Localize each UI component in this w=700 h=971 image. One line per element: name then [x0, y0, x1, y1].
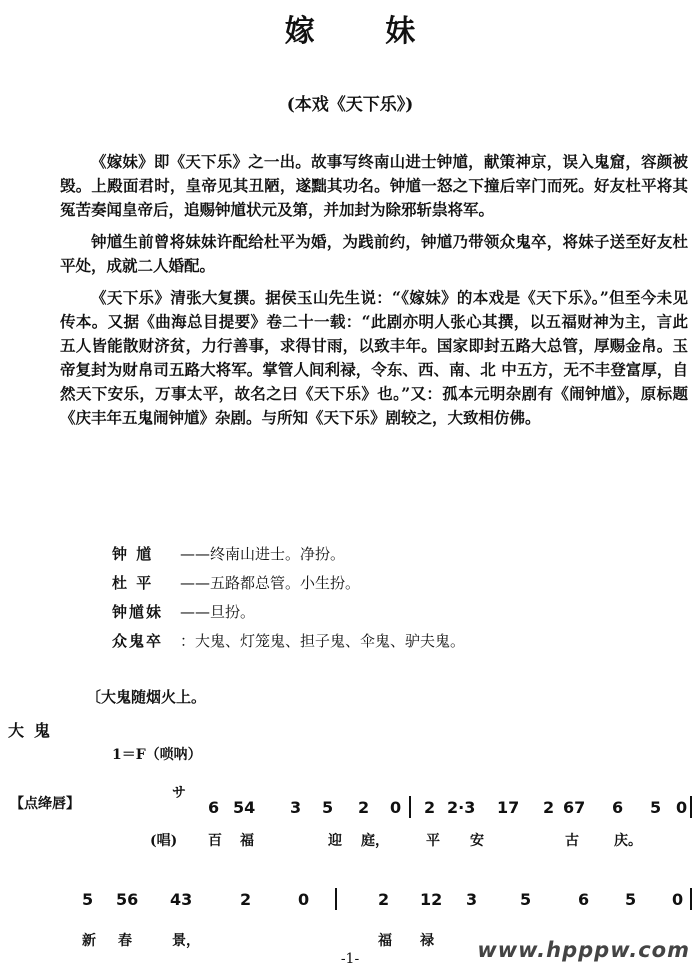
score-note: 3: [466, 890, 478, 909]
barline: [690, 888, 692, 910]
lyric-char: (唱): [150, 833, 178, 849]
score-note: 2: [543, 798, 555, 817]
cast-role: 钟馗妹: [112, 603, 164, 621]
key-signature: 1＝F（唢呐）: [112, 747, 202, 763]
score-note: 5: [625, 890, 637, 909]
cast-desc: ——旦扮。: [180, 603, 256, 621]
score-note: 17: [497, 798, 520, 817]
score-note: 56: [116, 890, 139, 909]
barline: [335, 888, 337, 910]
score-note: 5: [650, 798, 662, 817]
score-note: 43: [170, 890, 193, 909]
intro-section: [60, 150, 688, 438]
cast-desc: ：大鬼、灯笼鬼、担子鬼、伞鬼、驴夫鬼。: [180, 632, 466, 650]
tempo-mark: サ: [172, 785, 186, 801]
lyric-char: 安: [470, 833, 484, 849]
paragraph: 《嫁妹》即《天下乐》之一出。故事写终南山进士钟馗，献策神京，误入鬼窟，容颜被毁。上殿面君时，皇帝见其丑陋，遂黜其功名。钟馗一怒之下撞后宰门而死。好友杜平将其冤苦奏闻皇帝后，追赐钟馗状元及第，并加封为除邪斩祟将军。: [60, 152, 688, 219]
score-note: 67: [563, 798, 586, 817]
page-title: 嫁 妹: [284, 14, 446, 49]
score-note: 0: [390, 798, 402, 817]
barline: [690, 796, 692, 818]
score-note: 6: [208, 798, 220, 817]
speaker-label: 大鬼: [8, 721, 61, 740]
cast-row: [112, 598, 465, 627]
cast-role: 众鬼卒: [112, 632, 164, 650]
score-note: 3: [290, 798, 302, 817]
lyric-char: 庆。: [614, 833, 642, 849]
cast-row: [112, 569, 465, 598]
cast-row: [112, 540, 465, 569]
score-note: 0: [298, 890, 310, 909]
cast-list: [112, 540, 465, 656]
lyric-char: 福: [378, 933, 392, 949]
page-number: -1-: [340, 951, 360, 967]
lyric-char: 新: [82, 933, 96, 949]
cast-role: 杜 平: [112, 574, 154, 592]
score-note: 2: [378, 890, 390, 909]
stage-direction: 〔大鬼随烟火上。: [86, 688, 207, 706]
score-note: 5: [82, 890, 94, 909]
score-note: 5: [322, 798, 334, 817]
score-note: 0: [672, 890, 684, 909]
lyric-char: 禄: [420, 933, 434, 949]
score-note: 12: [420, 890, 443, 909]
score-note: 0: [676, 798, 688, 817]
score-note: 5: [520, 890, 532, 909]
lyric-char: 福: [240, 833, 254, 849]
watermark: www.hpppw.com: [477, 938, 690, 962]
cast-role: 钟 馗: [112, 545, 154, 563]
lyric-char: 平: [426, 833, 440, 849]
barline: [409, 796, 411, 818]
lyric-char: 景，: [172, 933, 200, 949]
score-note: 2: [358, 798, 370, 817]
lyric-char: 春: [118, 933, 132, 949]
tune-name: 【点绛唇】: [10, 796, 80, 812]
paragraph: 钟馗生前曾将妹妹许配给杜平为婚，为践前约，钟馗乃带领众鬼卒，将妹子送至好友杜平处，成就二人婚配。: [60, 232, 688, 275]
lyric-char: 庭，: [361, 833, 389, 849]
score-note: 54: [233, 798, 256, 817]
lyric-char: 古: [565, 833, 579, 849]
score-note: 2·3: [447, 798, 476, 817]
paragraph: 《天下乐》清张大复撰。据侯玉山先生说：“《嫁妹》的本戏是《天下乐》。”但至今未见传本。又据《曲海总目提要》卷二十一载：“此剧亦明人张心其撰，以五福财神为主，言此五人皆能散财济贫，力行善事，求得甘雨，以致丰年。国家即封五路大总管，厚赐金帛。玉帝复封为财帛司五路大将军。掌管人间利禄，令东、西、南、北 中五方，无不丰登富厚，自然天下安乐，万事太平，故名之曰《天下乐》也。”又：孤本元明杂剧有《闹钟馗》，原标题《庆丰年五鬼闹钟馗》杂剧。与所知《天下乐》剧较之，大致相仿佛。: [60, 288, 688, 427]
score-note: 6: [612, 798, 624, 817]
score-note: 2: [424, 798, 436, 817]
cast-row: [112, 627, 465, 656]
cast-desc: ——五路都总管。小生扮。: [180, 574, 361, 592]
score-note: 2: [240, 890, 252, 909]
score-note: 6: [578, 890, 590, 909]
lyric-char: 百: [208, 833, 222, 849]
cast-desc: ——终南山进士。净扮。: [180, 545, 346, 563]
page-subtitle: (本戏《天下乐》): [286, 95, 414, 115]
lyric-char: 迎: [328, 833, 342, 849]
